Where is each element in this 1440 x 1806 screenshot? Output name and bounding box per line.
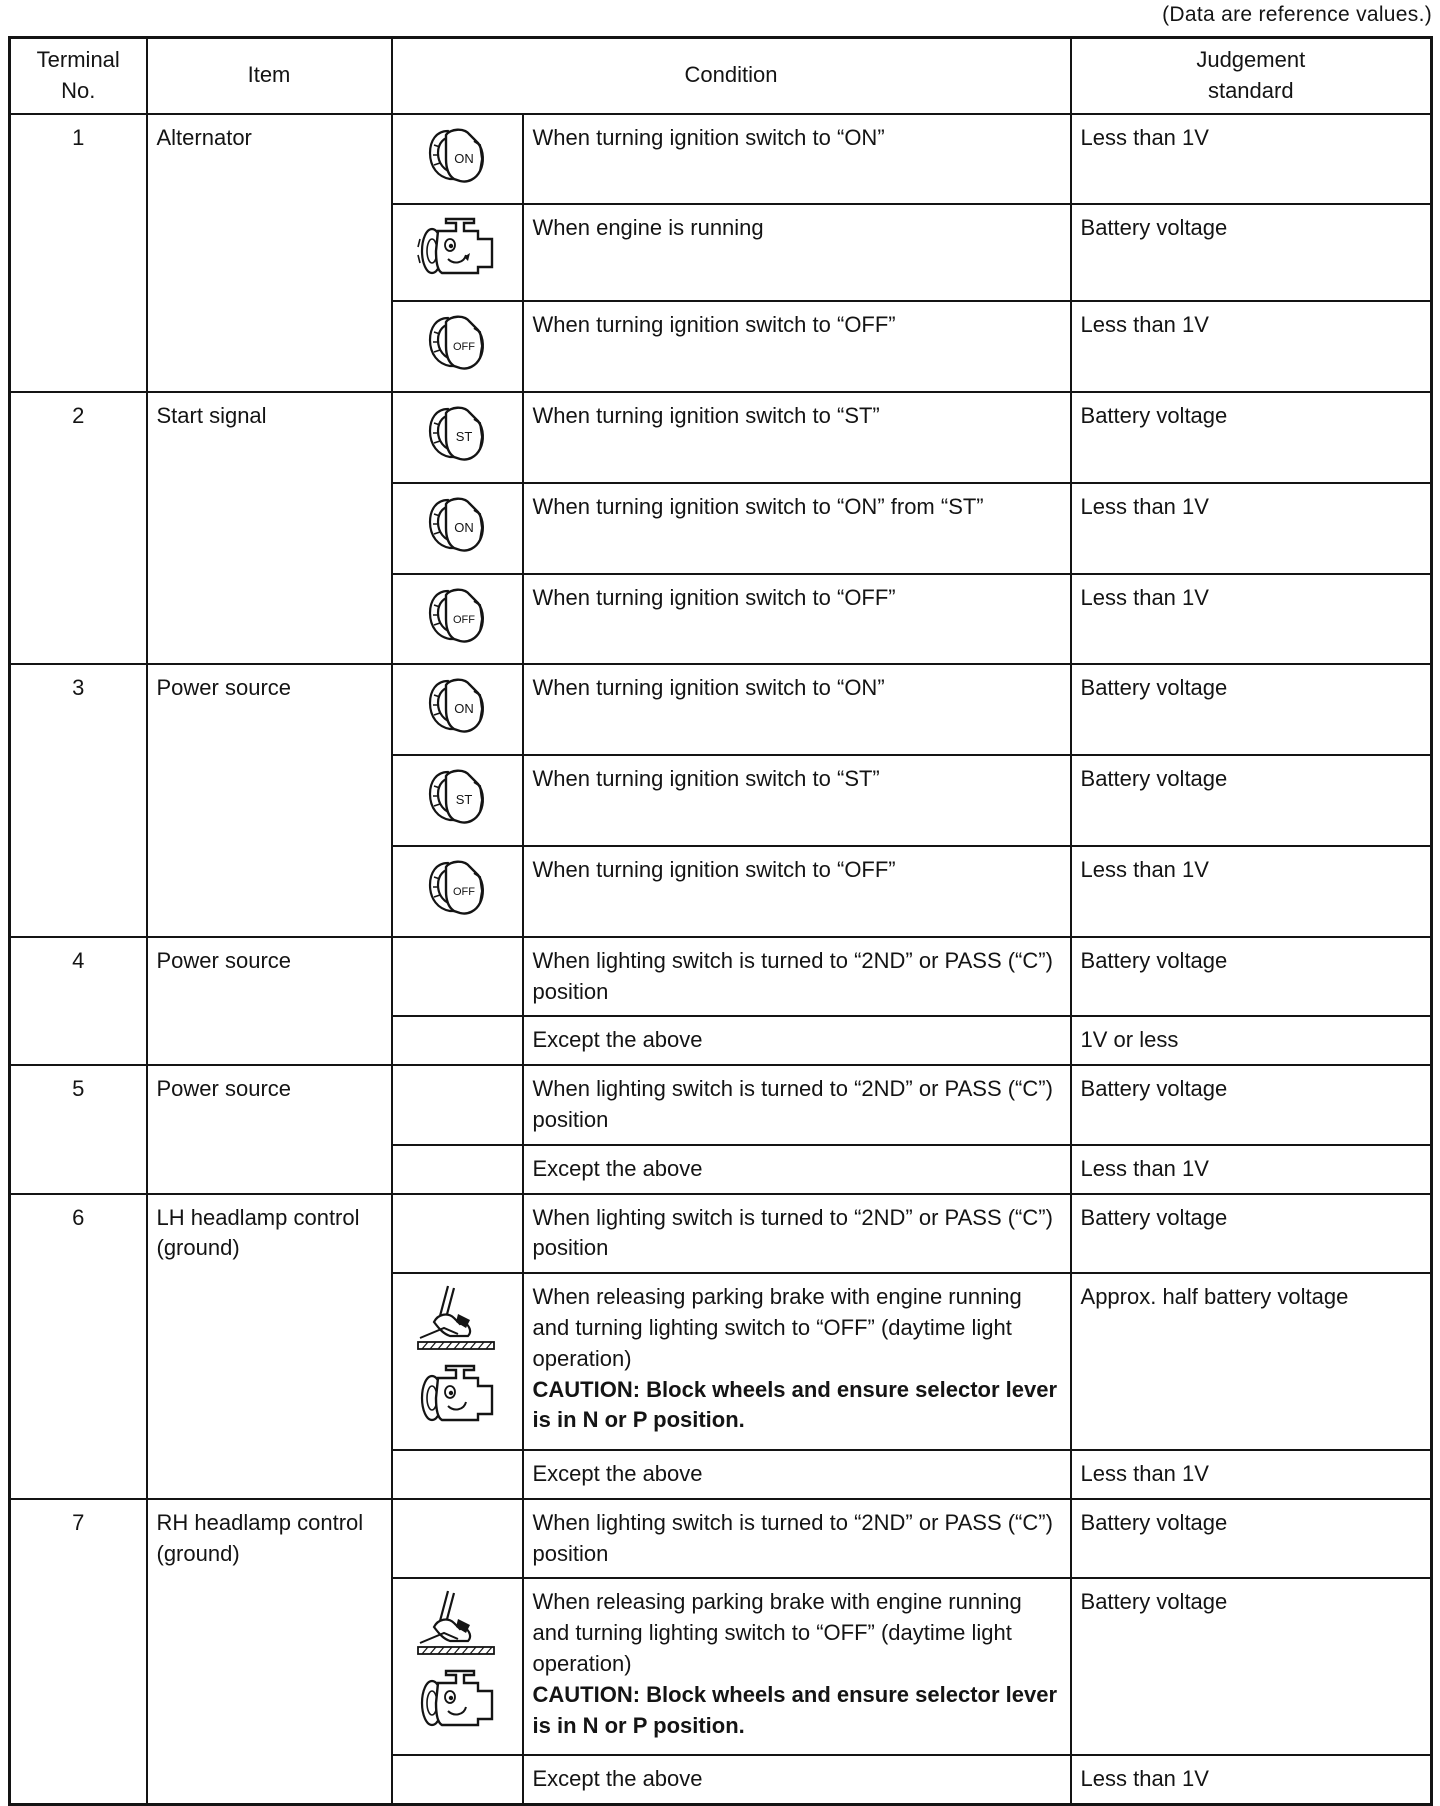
caution-text: CAUTION: Block wheels and ensure selector lever is in N or P position. bbox=[532, 1376, 1058, 1433]
engine-running-icon bbox=[416, 213, 498, 283]
condition-cell bbox=[523, 1065, 1071, 1145]
condition-icon-cell bbox=[392, 1145, 523, 1194]
condition-cell bbox=[523, 846, 1071, 937]
item-cell: RH headlamp control (ground) bbox=[147, 1499, 392, 1805]
svg-text:OFF: OFF bbox=[453, 613, 475, 626]
condition-text: When turning ignition switch to “ST” bbox=[532, 766, 880, 792]
svg-text:OFF: OFF bbox=[453, 885, 475, 898]
condition-header: Condition bbox=[392, 38, 1071, 114]
condition-icon-cell bbox=[392, 301, 523, 392]
condition-icon-cell bbox=[392, 1016, 523, 1065]
terminal-number-cell: 6 bbox=[10, 1194, 147, 1499]
judgement-cell: Battery voltage bbox=[1071, 664, 1432, 755]
table-body bbox=[10, 114, 1432, 1805]
judgement-cell: Less than 1V bbox=[1071, 483, 1432, 574]
condition-text: When releasing parking brake with engine running and turning lighting switch to “OFF” (daytime light operation) bbox=[532, 1589, 1022, 1676]
svg-text:ON: ON bbox=[454, 519, 474, 535]
table-row bbox=[10, 1499, 1432, 1579]
ignition-key-on-icon bbox=[424, 673, 490, 737]
judgement-header-line-1: Judgement bbox=[1196, 47, 1306, 72]
judgement-cell: Battery voltage bbox=[1071, 1065, 1432, 1145]
judgement-cell: Less than 1V bbox=[1071, 114, 1432, 205]
item-cell: Start signal bbox=[147, 392, 392, 664]
svg-text:ON: ON bbox=[454, 150, 474, 166]
table-row bbox=[10, 664, 1432, 755]
condition-text: When turning ignition switch to “OFF” bbox=[532, 584, 896, 610]
parking-brake-engine-icon bbox=[414, 1587, 500, 1737]
item-cell: Power source bbox=[147, 1065, 392, 1193]
condition-text: When turning ignition switch to “ON” bbox=[532, 675, 885, 701]
condition-icon-cell bbox=[392, 1194, 523, 1274]
condition-cell bbox=[523, 392, 1071, 483]
condition-cell bbox=[523, 755, 1071, 846]
condition-icon-cell bbox=[392, 204, 523, 301]
condition-cell bbox=[523, 1016, 1071, 1065]
condition-cell bbox=[523, 114, 1071, 205]
condition-cell bbox=[523, 1755, 1071, 1804]
table-row bbox=[10, 937, 1432, 1017]
condition-cell bbox=[523, 1499, 1071, 1579]
terminal-number-cell: 7 bbox=[10, 1499, 147, 1805]
condition-text: When turning ignition switch to “ST” bbox=[532, 402, 880, 428]
condition-icon-cell bbox=[392, 1273, 523, 1450]
condition-cell bbox=[523, 664, 1071, 755]
item-cell: Power source bbox=[147, 664, 392, 936]
terminal-number-cell: 2 bbox=[10, 392, 147, 664]
condition-icon-cell bbox=[392, 937, 523, 1017]
judgement-cell: Less than 1V bbox=[1071, 301, 1432, 392]
condition-cell bbox=[523, 1194, 1071, 1274]
svg-text:ST: ST bbox=[455, 792, 473, 808]
table-row bbox=[10, 1194, 1432, 1274]
ignition-key-off-icon bbox=[424, 583, 490, 647]
condition-text: Except the above bbox=[532, 1027, 703, 1053]
condition-text: When releasing parking brake with engine running and turning lighting switch to “OFF” (daytime light operation) bbox=[532, 1284, 1022, 1371]
item-cell: LH headlamp control (ground) bbox=[147, 1194, 392, 1499]
judgement-cell: Less than 1V bbox=[1071, 1145, 1432, 1194]
condition-cell bbox=[523, 1273, 1071, 1450]
condition-icon-cell bbox=[392, 574, 523, 665]
condition-text: When turning ignition switch to “OFF” bbox=[532, 312, 896, 338]
condition-icon-cell bbox=[392, 1499, 523, 1579]
ignition-key-off-icon bbox=[424, 855, 490, 919]
judgement-cell: Less than 1V bbox=[1071, 846, 1432, 937]
judgement-cell: Less than 1V bbox=[1071, 1755, 1432, 1804]
condition-icon-cell bbox=[392, 664, 523, 755]
judgement-header bbox=[1071, 38, 1432, 114]
condition-icon-cell bbox=[392, 392, 523, 483]
condition-text: When lighting switch is turned to “2ND” or PASS (“C”) position bbox=[532, 1076, 1053, 1132]
judgement-cell: Less than 1V bbox=[1071, 1450, 1432, 1499]
condition-text: When turning ignition switch to “ON” from “ST” bbox=[532, 493, 984, 519]
ignition-key-on-icon bbox=[424, 123, 490, 187]
condition-text: Except the above bbox=[532, 1155, 703, 1181]
terminal-number-cell: 5 bbox=[10, 1065, 147, 1193]
judgement-cell: Battery voltage bbox=[1071, 1499, 1432, 1579]
table-row bbox=[10, 114, 1432, 205]
condition-icon-cell bbox=[392, 846, 523, 937]
condition-text: When lighting switch is turned to “2ND” or PASS (“C”) position bbox=[532, 1204, 1053, 1261]
reference-values-note: (Data are reference values.) bbox=[1162, 3, 1432, 26]
condition-cell bbox=[523, 1145, 1071, 1194]
condition-icon-cell bbox=[392, 1065, 523, 1145]
ignition-key-on-icon bbox=[424, 492, 490, 556]
item-cell: Alternator bbox=[147, 114, 392, 392]
table-row bbox=[10, 392, 1432, 483]
condition-cell bbox=[523, 1450, 1071, 1499]
condition-cell bbox=[523, 301, 1071, 392]
table-row bbox=[10, 1065, 1432, 1145]
condition-text: When engine is running bbox=[532, 215, 764, 241]
condition-text: When lighting switch is turned to “2ND” or PASS (“C”) position bbox=[532, 1509, 1053, 1566]
judgement-cell: Battery voltage bbox=[1071, 755, 1432, 846]
judgement-cell: 1V or less bbox=[1071, 1016, 1432, 1065]
judgement-cell: Battery voltage bbox=[1071, 204, 1432, 301]
judgement-cell: Battery voltage bbox=[1071, 392, 1432, 483]
terminal-number-cell: 4 bbox=[10, 937, 147, 1065]
judgement-cell: Approx. half battery voltage bbox=[1071, 1273, 1432, 1450]
terminal-inspection-table bbox=[8, 36, 1433, 1806]
condition-cell bbox=[523, 574, 1071, 665]
judgement-cell: Battery voltage bbox=[1071, 1194, 1432, 1274]
svg-text:OFF: OFF bbox=[453, 341, 475, 354]
condition-icon-cell bbox=[392, 1755, 523, 1804]
parking-brake-engine-icon bbox=[414, 1282, 500, 1432]
ignition-key-st-icon bbox=[424, 401, 490, 465]
condition-icon-cell bbox=[392, 483, 523, 574]
condition-text: When lighting switch is turned to “2ND” or PASS (“C”) position bbox=[532, 947, 1053, 1004]
terminal-header-line-2: No. bbox=[61, 77, 96, 103]
condition-text: Except the above bbox=[532, 1460, 703, 1486]
condition-cell bbox=[523, 1578, 1071, 1755]
terminal-no-header bbox=[10, 38, 147, 114]
svg-text:ST: ST bbox=[455, 428, 473, 444]
svg-text:ON: ON bbox=[454, 701, 474, 717]
judgement-header-line-2: standard bbox=[1207, 77, 1294, 103]
ignition-key-st-icon bbox=[424, 764, 490, 828]
judgement-cell: Battery voltage bbox=[1071, 1578, 1432, 1755]
ignition-key-off-icon bbox=[424, 310, 490, 374]
condition-cell bbox=[523, 937, 1071, 1017]
terminal-number-cell: 3 bbox=[10, 664, 147, 936]
condition-icon-cell bbox=[392, 1578, 523, 1755]
condition-cell bbox=[523, 483, 1071, 574]
terminal-number-cell: 1 bbox=[10, 114, 147, 392]
table-header-row bbox=[10, 38, 1432, 114]
condition-text: Except the above bbox=[532, 1766, 703, 1792]
terminal-header-line-1: Terminal bbox=[36, 47, 120, 72]
condition-icon-cell bbox=[392, 114, 523, 205]
judgement-cell: Less than 1V bbox=[1071, 574, 1432, 665]
condition-text: When turning ignition switch to “ON” bbox=[532, 124, 885, 150]
condition-text: When turning ignition switch to “OFF” bbox=[532, 856, 896, 882]
condition-cell bbox=[523, 204, 1071, 301]
condition-icon-cell bbox=[392, 755, 523, 846]
item-header: Item bbox=[147, 38, 392, 114]
caution-text: CAUTION: Block wheels and ensure selector lever is in N or P position. bbox=[532, 1681, 1058, 1738]
judgement-cell: Battery voltage bbox=[1071, 937, 1432, 1017]
condition-icon-cell bbox=[392, 1450, 523, 1499]
item-cell: Power source bbox=[147, 937, 392, 1065]
